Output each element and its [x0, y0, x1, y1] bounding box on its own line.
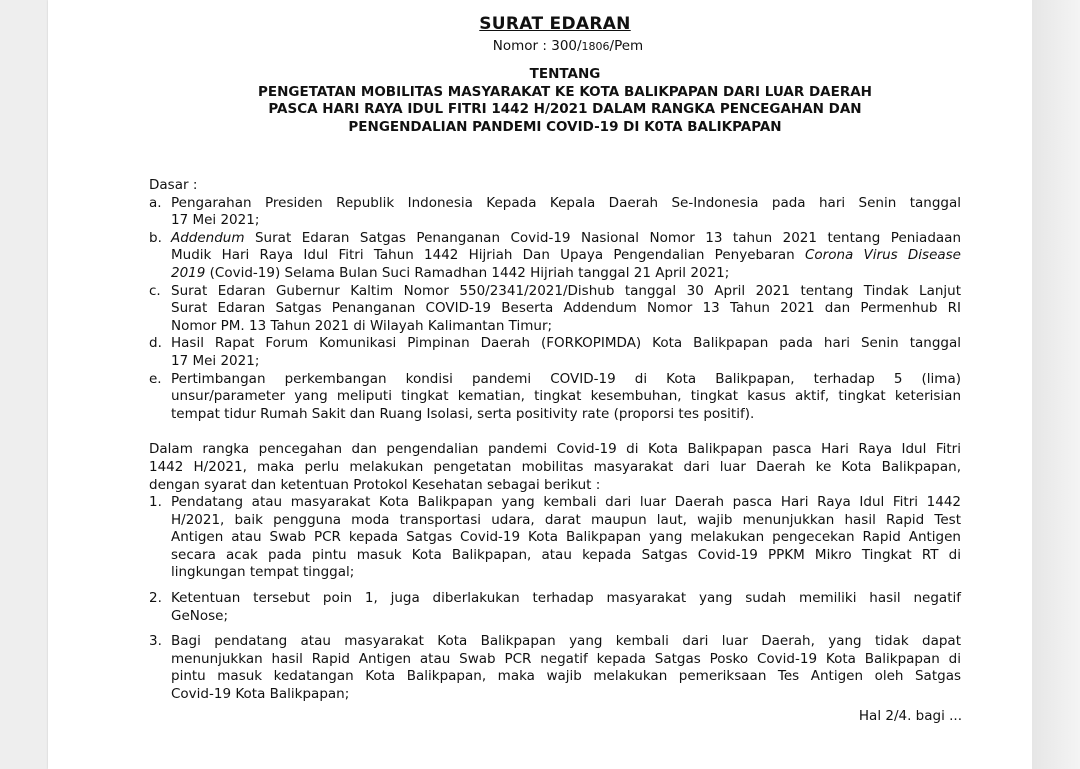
text-line: secara acak pada pintu masuk Kota Balikpapan, atau kepada Satgas Covid-19 PPKM Mikro Tingkat RT di — [171, 546, 961, 563]
document-title: SURAT EDARAN — [479, 14, 631, 34]
subject-line: PENGENDALIAN PANDEMI COVID-19 DI K0TA BALIKPAPAN — [348, 118, 782, 135]
text-line: 17 Mei 2021; — [171, 352, 260, 369]
list-marker: b. — [149, 229, 162, 246]
text-line: 1442 H/2021, maka perlu melakukan pengetatan mobilitas masyarakat dari luar Daerah ke Kota Balikpapan, — [149, 458, 961, 475]
list-marker: 2. — [149, 590, 162, 607]
text-line: Dalam rangka pencegahan dan pengendalian pandemi Covid-19 di Kota Balikpapan pasca Hari Raya Idul Fitri — [149, 441, 961, 458]
list-marker: c. — [149, 282, 161, 299]
text-line: Mudik Hari Raya Idul Fitri Tahun 1442 Hijriah Dan Upaya Pengendalian Penyebaran Corona Virus Disease — [171, 247, 961, 264]
dasar-item-d — [149, 335, 961, 370]
text-line: Covid-19 Kota Balikpapan; — [171, 686, 350, 703]
text-line: lingkungan tempat tinggal; — [171, 564, 355, 581]
dasar-item-b — [149, 230, 961, 283]
document-body — [149, 177, 961, 704]
tentang-label: TENTANG — [529, 66, 601, 82]
list-marker: e. — [149, 370, 162, 387]
text-line: Bagi pendatang atau masyarakat Kota Balikpapan yang kembali dari luar Daerah, yang tidak dapat — [171, 633, 961, 650]
point-item-2 — [149, 590, 961, 625]
text-line: Surat Edaran Gubernur Kaltim Nomor 550/2341/2021/Dishub tanggal 30 April 2021 tentang Tindak Lanjut — [171, 282, 961, 299]
text-line: dengan syarat dan ketentuan Protokol Kesehatan sebagai berikut : — [149, 476, 601, 493]
point-item-3 — [149, 633, 961, 703]
text-line: unsur/parameter yang meliputi tingkat kematian, tingkat kesembuhan, tingkat kasus aktif, tingkat keterisian — [171, 388, 961, 405]
nomor-suffix: /Pem — [609, 38, 644, 54]
text-line: Hasil Rapat Forum Komunikasi Pimpinan Daerah (FORKOPIMDA) Kota Balikpapan pada hari Senin tanggal — [171, 335, 961, 352]
document-number — [0, 38, 1080, 54]
text-line: Pengarahan Presiden Republik Indonesia Kepada Kepala Daerah Se-Indonesia pada hari Senin tanggal — [171, 194, 961, 211]
subject-line: PENGETATAN MOBILITAS MASYARAKAT KE KOTA BALIKPAPAN DARI LUAR DAERAH — [258, 83, 872, 100]
list-marker: a. — [149, 194, 162, 211]
text-line: GeNose; — [171, 607, 229, 624]
text-line: Pendatang atau masyarakat Kota Balikpapan yang kembali dari luar Daerah pasca Hari Raya Idul Fitri 1442 — [171, 494, 961, 511]
subject-line: PASCA HARI RAYA IDUL FITRI 1442 H/2021 DALAM RANGKA PENCEGAHAN DAN — [268, 101, 862, 117]
text-line: Pertimbangan perkembangan kondisi pandemi COVID-19 di Kota Balikpapan, terhadap 5 (lima) — [171, 370, 961, 387]
document-subject — [0, 66, 1080, 136]
dasar-label: Dasar : — [149, 177, 198, 193]
page-footer: Hal 2/4. bagi ... — [858, 708, 962, 724]
text-line: Antigen atau Swab PCR kepada Satgas Covid-19 Kota Balikpapan yang melakukan pengecekan Rapid Antigen — [171, 529, 961, 546]
list-marker: 3. — [149, 633, 162, 650]
text-line: 17 Mei 2021; — [171, 212, 260, 229]
text-line: pintu masuk kedatangan Kota Balikpapan, maka wajib melakukan pemeriksaan Tes Antigen oleh Satgas — [171, 668, 961, 685]
list-marker: d. — [149, 335, 162, 352]
nomor-number: 1806 — [581, 40, 610, 53]
text-line: menunjukkan hasil Rapid Antigen atau Swab PCR negatif kepada Satgas Posko Covid-19 Kota Balikpapan di — [171, 650, 961, 667]
nomor-prefix: Nomor : 300/ — [492, 38, 582, 54]
dasar-item-c — [149, 283, 961, 336]
text-line: 2019 (Covid-19) Selama Bulan Suci Ramadhan 1442 Hijriah tanggal 21 April 2021; — [171, 264, 730, 281]
intro-paragraph — [149, 441, 961, 494]
list-marker: 1. — [149, 494, 162, 511]
text-line: tempat tidur Rumah Sakit dan Ruang Isolasi, serta positivity rate (proporsi tes positif). — [171, 405, 755, 422]
text-line: Ketentuan tersebut poin 1, juga diberlakukan terhadap masyarakat yang sudah memiliki hasil negatif — [171, 590, 961, 607]
dasar-item-a — [149, 195, 961, 230]
dasar-item-e — [149, 371, 961, 424]
text-line: Nomor PM. 13 Tahun 2021 di Wilayah Kalimantan Timur; — [171, 317, 553, 334]
text-line: H/2021, baik pengguna moda transportasi udara, darat maupun laut, wajib menunjukkan hasil Rapid Test — [171, 511, 961, 528]
point-item-1 — [149, 494, 961, 582]
text-line: Surat Edaran Satgas Penanganan COVID-19 Beserta Addendum Nomor 13 Tahun 2021 dan Permenhub RI — [171, 300, 961, 317]
text-line: Addendum Surat Edaran Satgas Penanganan Covid-19 Nasional Nomor 13 tahun 2021 tentang Peniadaan — [171, 229, 961, 246]
